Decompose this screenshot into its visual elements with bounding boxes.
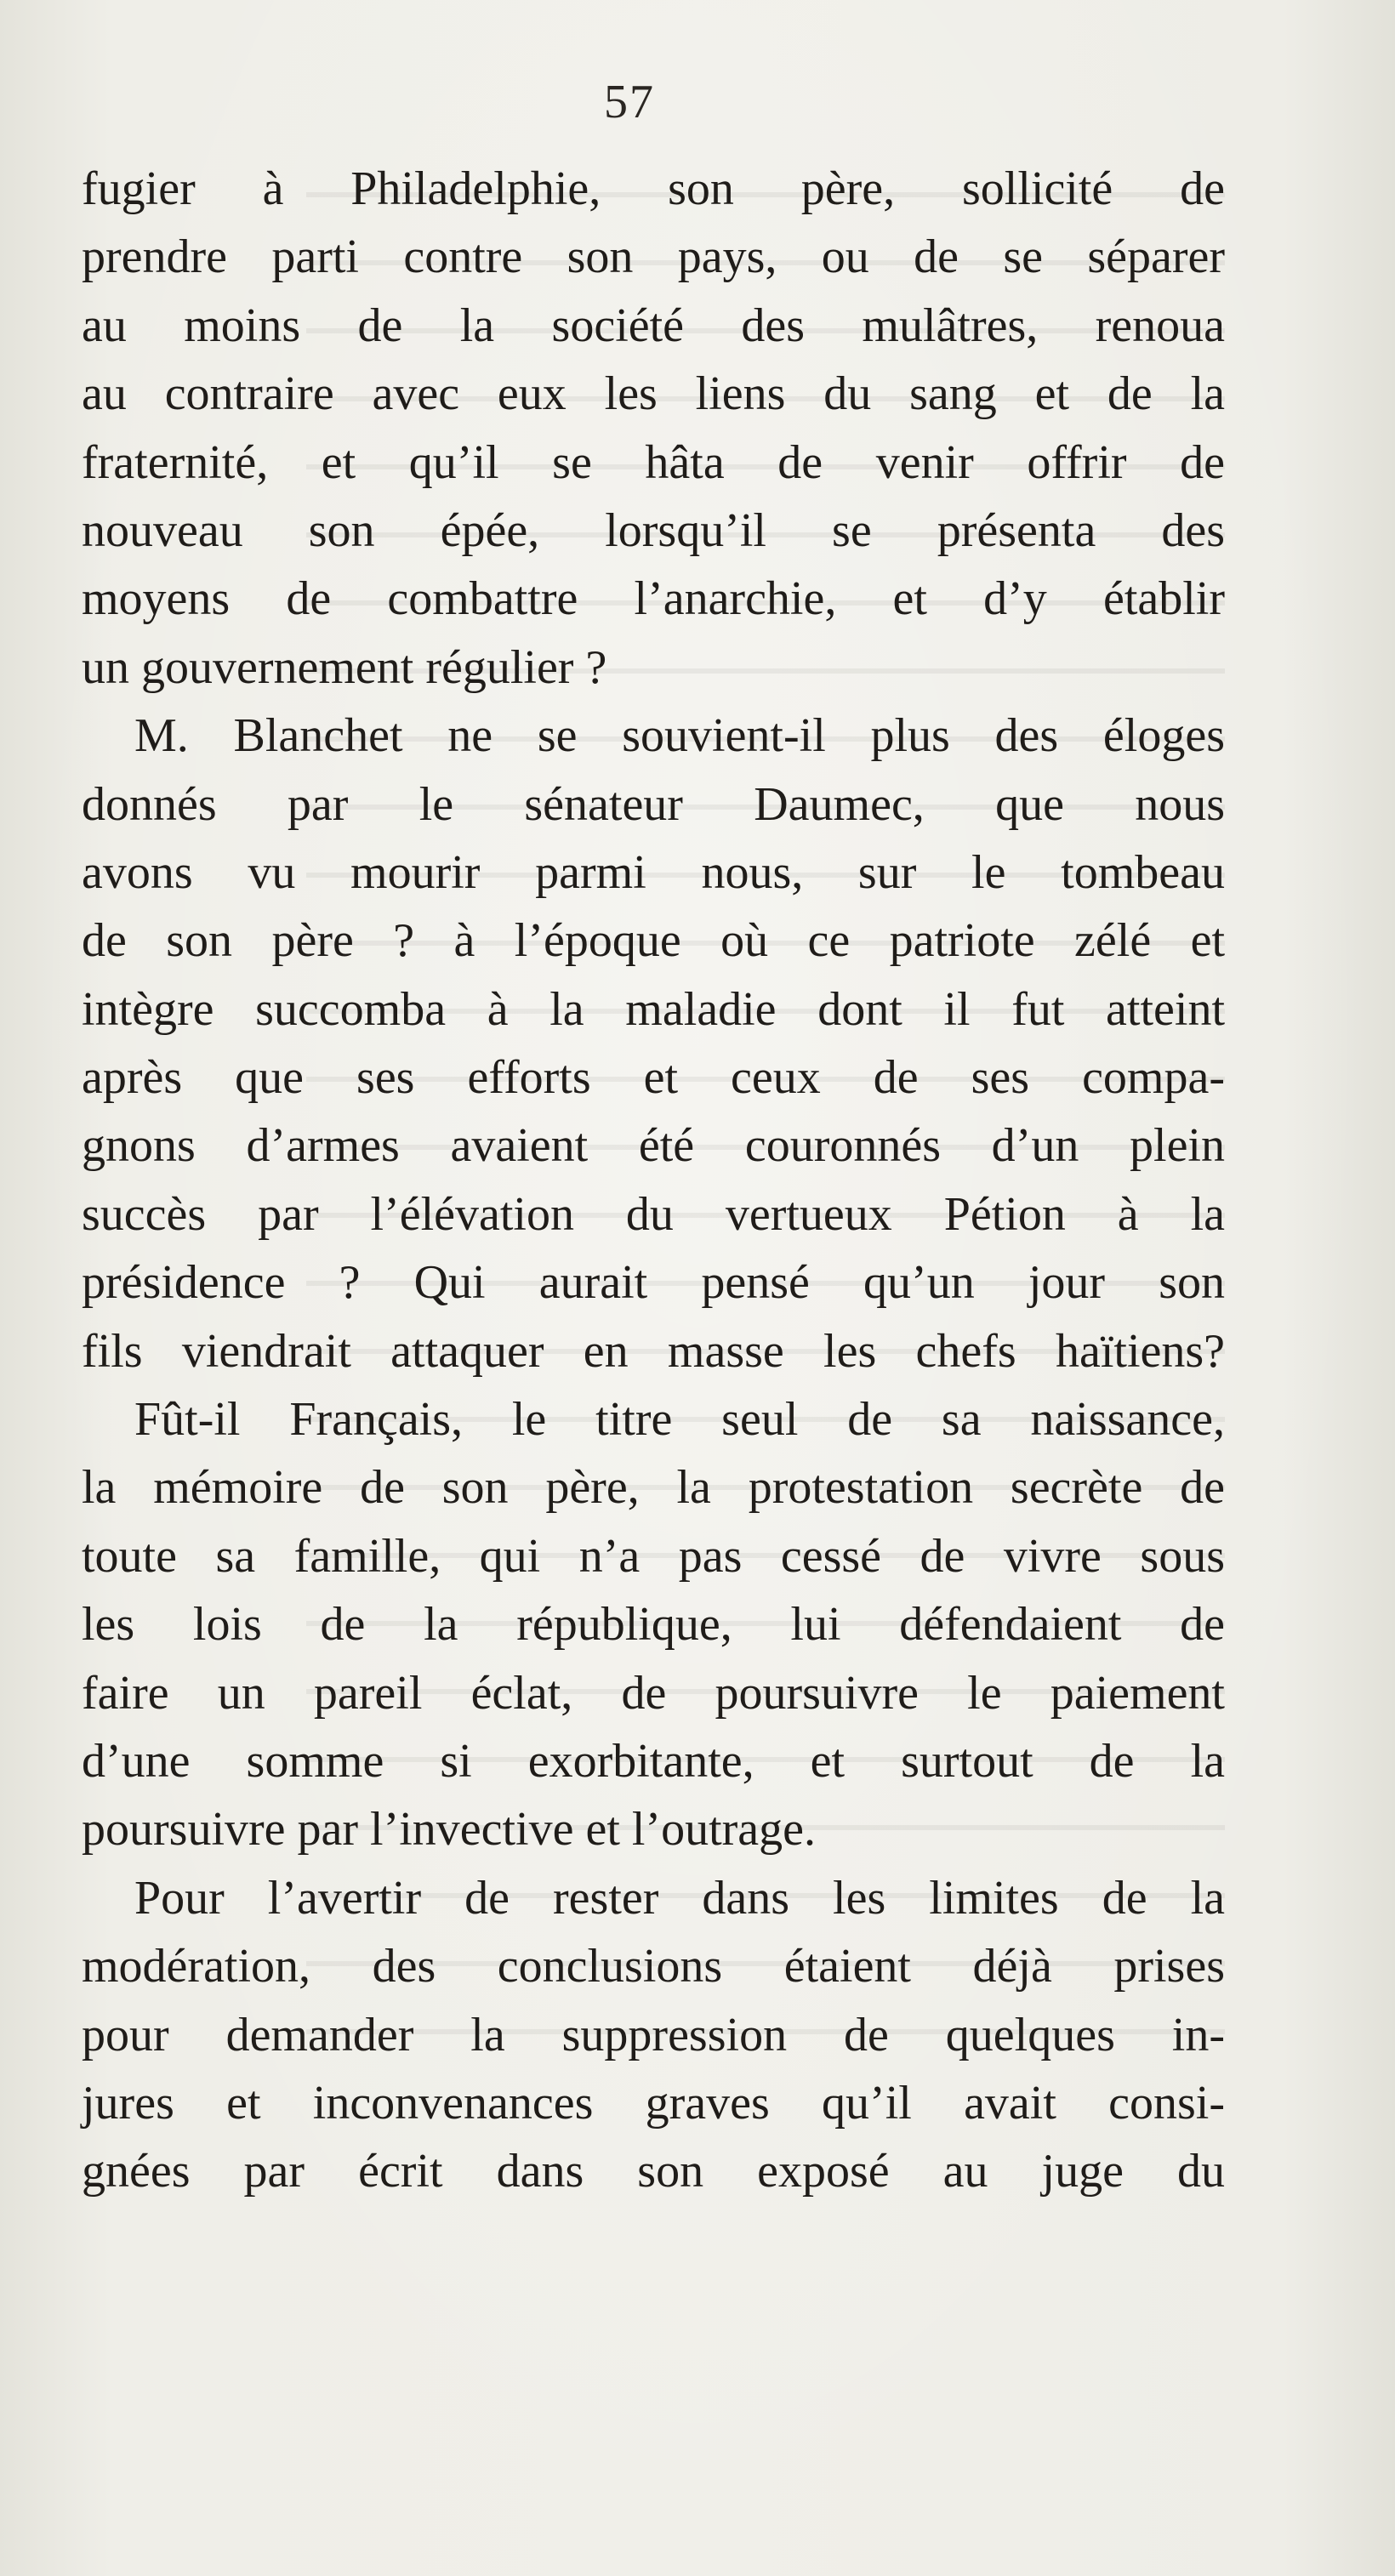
text-line: gnées par écrit dans son exposé au juge du xyxy=(82,2145,1225,2198)
text-line: prendre parti contre son pays, ou de se séparer xyxy=(82,230,1225,284)
text-line: présidence ? Qui aurait pensé qu’un jour son xyxy=(82,1256,1225,1310)
text-line: faire un pareil éclat, de poursuivre le paiement xyxy=(82,1666,1225,1720)
text-line: modération, des conclusions étaient déjà prises xyxy=(82,1940,1225,1993)
text-line: la mémoire de son père, la protestation secrète de xyxy=(82,1461,1225,1515)
text-line: au moins de la société des mulâtres, renoua xyxy=(82,299,1225,352)
body-text xyxy=(82,155,1225,2206)
text-line: succès par l’élévation du vertueux Pétion à la xyxy=(82,1187,1225,1241)
text-line: jures et inconvenances graves qu’il avait consi- xyxy=(82,2076,1225,2130)
text-line: après que ses efforts et ceux de ses compa- xyxy=(82,1051,1225,1105)
text-line: d’une somme si exorbitante, et surtout de la xyxy=(82,1734,1225,1788)
text-line: intègre succomba à la maladie dont il fut atteint xyxy=(82,982,1225,1036)
text-line: fugier à Philadelphie, son père, sollicité de xyxy=(82,162,1225,215)
text-line: fils viendrait attaquer en masse les chefs haïtiens? xyxy=(82,1324,1225,1378)
text-line: gnons d’armes avaient été couronnés d’un plein xyxy=(82,1119,1225,1173)
text-line: au contraire avec eux les liens du sang et de la xyxy=(82,367,1225,421)
text-line: Pour l’avertir de rester dans les limites de la xyxy=(134,1871,1225,1925)
text-line: moyens de combattre l’anarchie, et d’y établir xyxy=(82,572,1225,626)
text-line: un gouvernement régulier ? xyxy=(82,640,607,694)
text-line: les lois de la république, lui défendaient de xyxy=(82,1598,1225,1652)
text-line: fraternité, et qu’il se hâta de venir offrir de xyxy=(82,435,1225,489)
text-line: poursuivre par l’invective et l’outrage. xyxy=(82,1803,816,1857)
text-line: toute sa famille, qui n’a pas cessé de vivre sous xyxy=(82,1529,1225,1583)
text-line: Fût-il Français, le titre seul de sa naissance, xyxy=(134,1393,1225,1447)
text-line: donnés par le sénateur Daumec, que nous xyxy=(82,777,1225,831)
text-line: nouveau son épée, lorsqu’il se présenta des xyxy=(82,503,1225,557)
text-line: de son père ? à l’époque où ce patriote zélé et xyxy=(82,914,1225,968)
page-number: 57 xyxy=(604,76,655,128)
text-line: M. Blanchet ne se souvient-il plus des éloges xyxy=(134,709,1225,763)
text-line: avons vu mourir parmi nous, sur le tombeau xyxy=(82,845,1225,899)
text-line: pour demander la suppression de quelques in- xyxy=(82,2008,1225,2061)
